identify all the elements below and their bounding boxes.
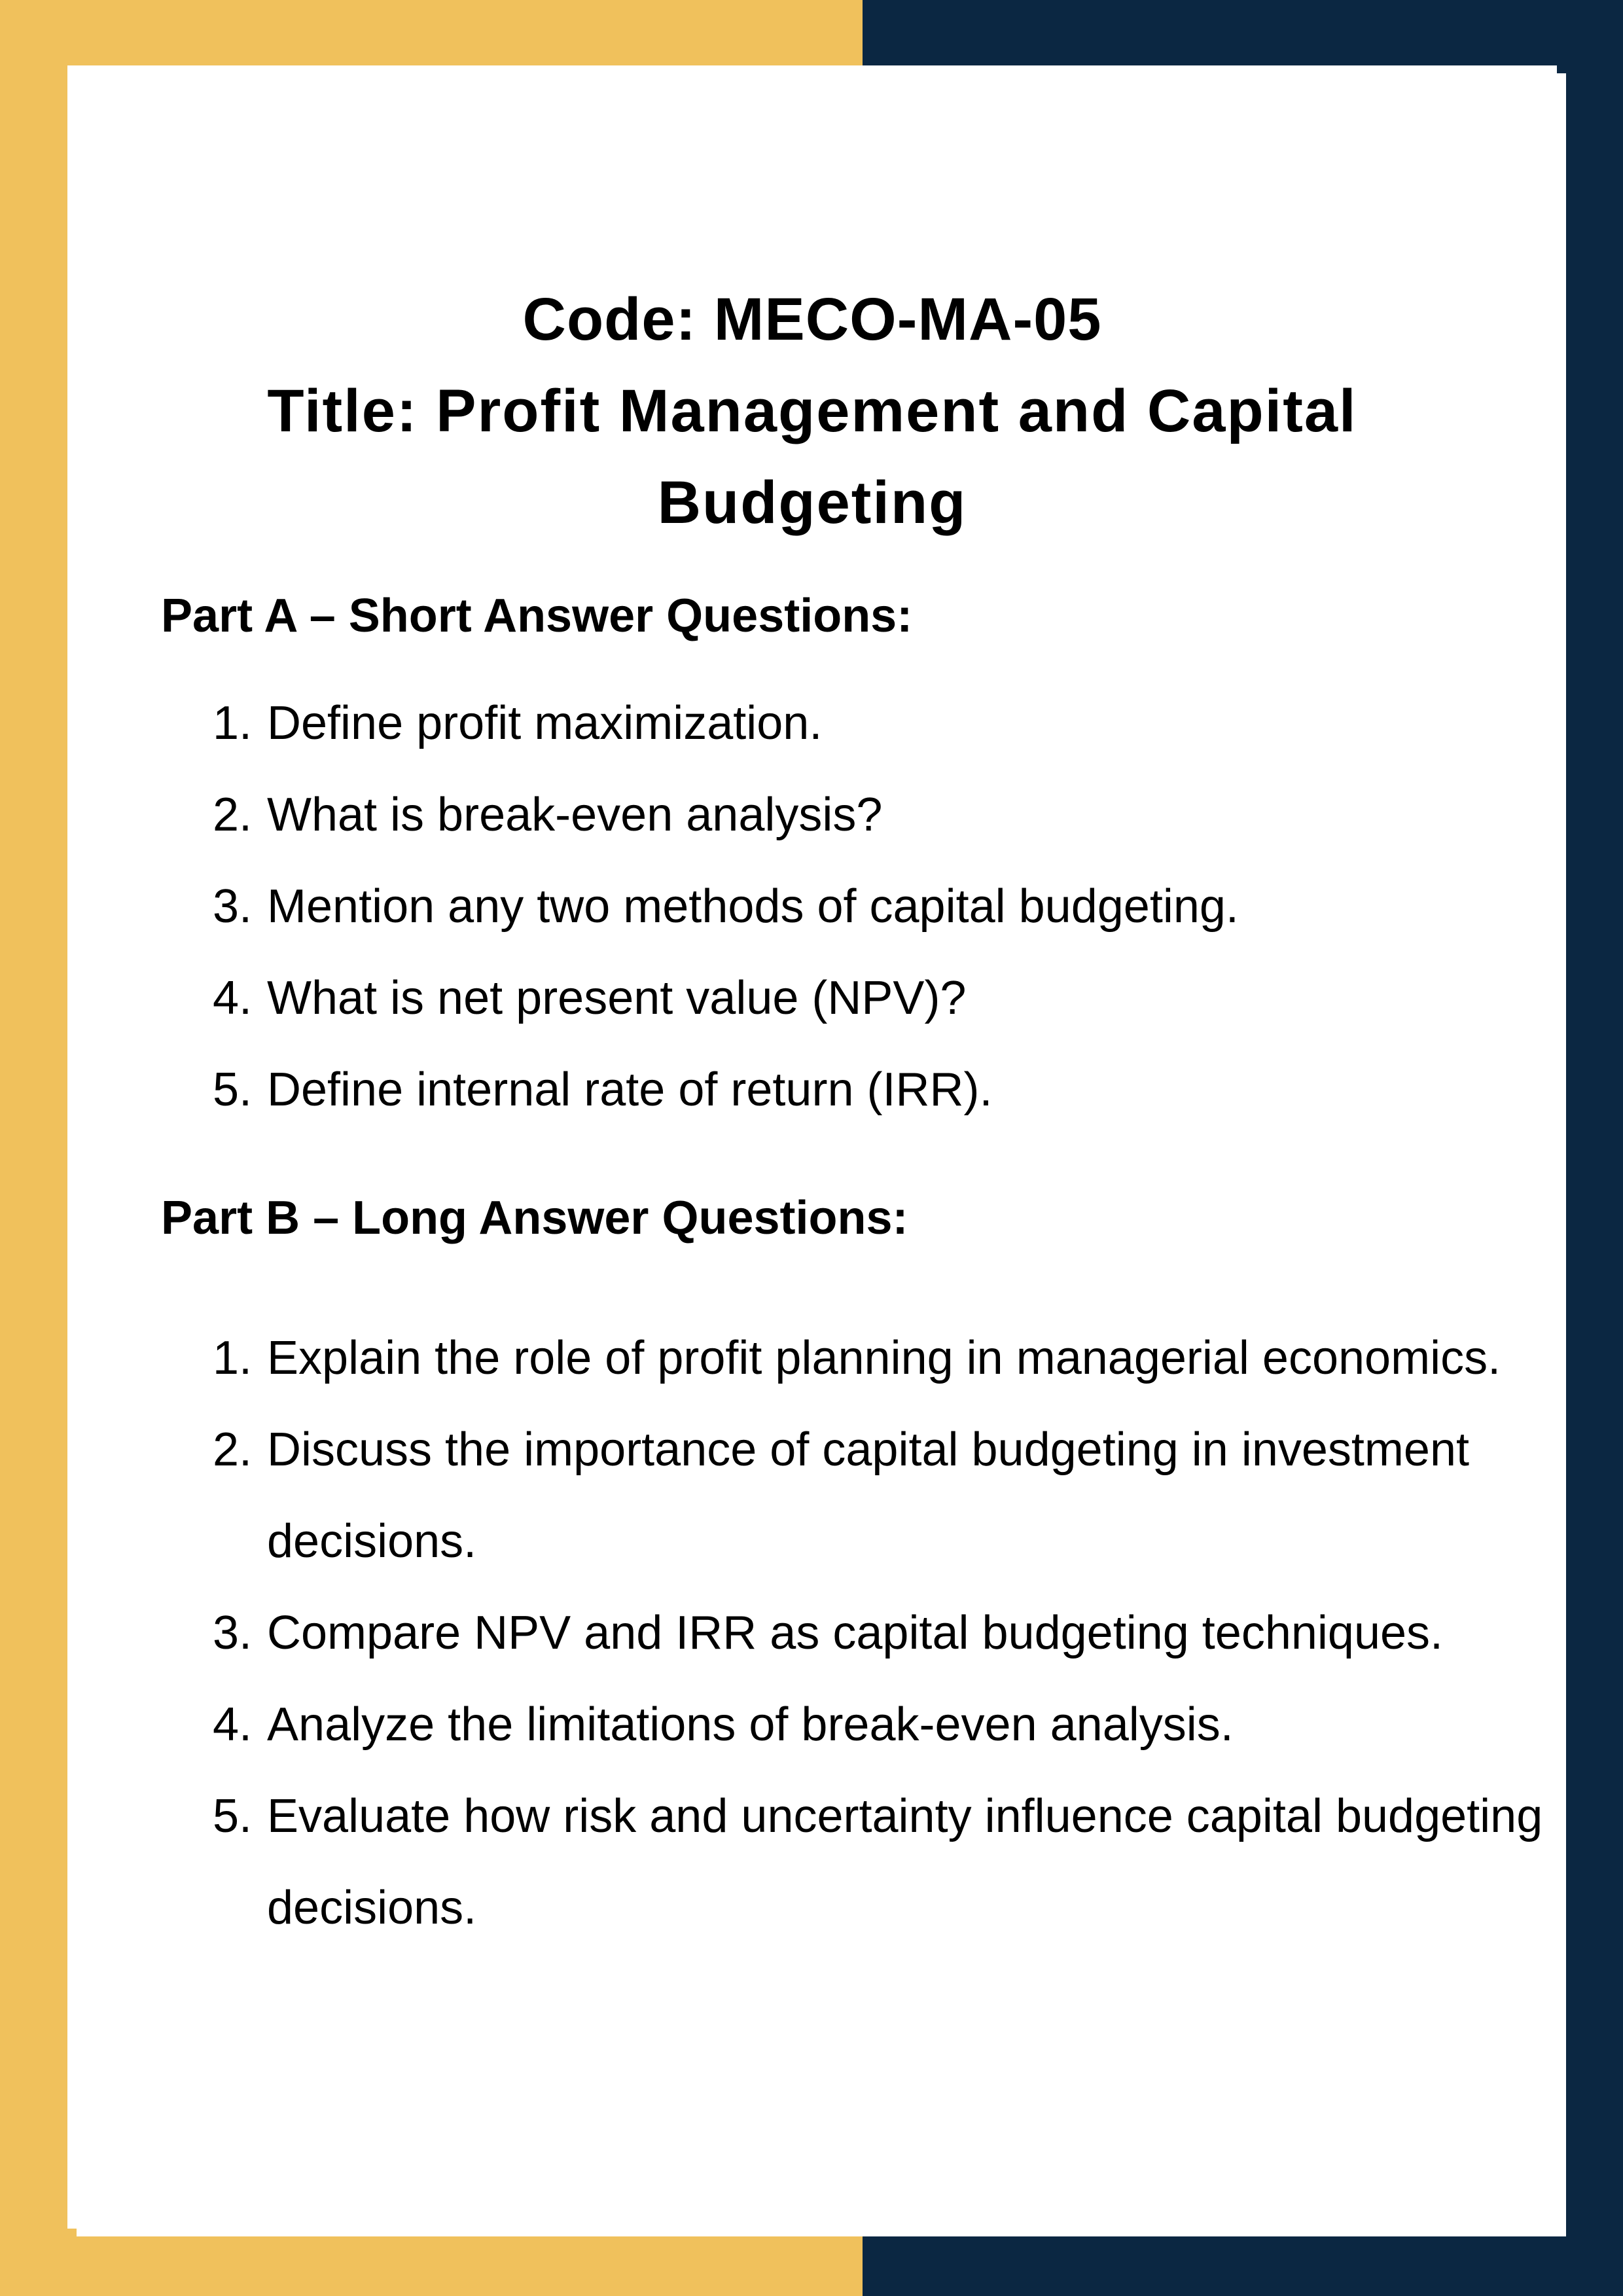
question-text: Define internal rate of return (IRR). [267,1064,993,1116]
question-number: 2. [213,789,253,841]
question-number: 3. [213,1607,253,1659]
part-b-heading: Part B – Long Answer Questions: [161,1192,908,1244]
list-item [67,1312,1557,1404]
list-item [67,1679,1557,1770]
page-header [67,274,1557,548]
question-number: 2. [213,1424,253,1476]
part-a-heading: Part A – Short Answer Questions: [161,590,913,642]
question-text: Discuss the importance of capital budgeting in investment decisions. [267,1424,1469,1568]
part-a-question-list [67,677,1557,1136]
course-title: Title: Profit Management and Capital Budgeting [267,378,1357,536]
question-number: 1. [213,697,253,749]
question-text: Define profit maximization. [267,697,823,749]
question-number: 5. [213,1790,253,1842]
list-item [67,861,1557,952]
list-item [67,677,1557,769]
question-text: Mention any two methods of capital budgeting. [267,880,1239,933]
list-item [67,1770,1557,1954]
list-item [67,1404,1557,1587]
list-item [67,1044,1557,1136]
question-number: 5. [213,1064,253,1116]
list-item [67,769,1557,861]
question-paper [67,65,1557,2229]
course-code: Code: MECO-MA-05 [522,286,1102,353]
question-text: Explain the role of profit planning in managerial economics. [267,1332,1501,1384]
question-number: 4. [213,1698,253,1751]
question-text: Compare NPV and IRR as capital budgeting techniques. [267,1607,1444,1659]
part-b-question-list [67,1312,1557,1954]
question-text: Analyze the limitations of break-even analysis. [267,1698,1234,1751]
question-number: 3. [213,880,253,933]
question-text: What is break-even analysis? [267,789,883,841]
list-item [67,1587,1557,1679]
list-item [67,952,1557,1044]
question-number: 1. [213,1332,253,1384]
question-text: Evaluate how risk and uncertainty influence capital budgeting decisions. [267,1790,1543,1934]
question-number: 4. [213,972,253,1024]
question-text: What is net present value (NPV)? [267,972,967,1024]
